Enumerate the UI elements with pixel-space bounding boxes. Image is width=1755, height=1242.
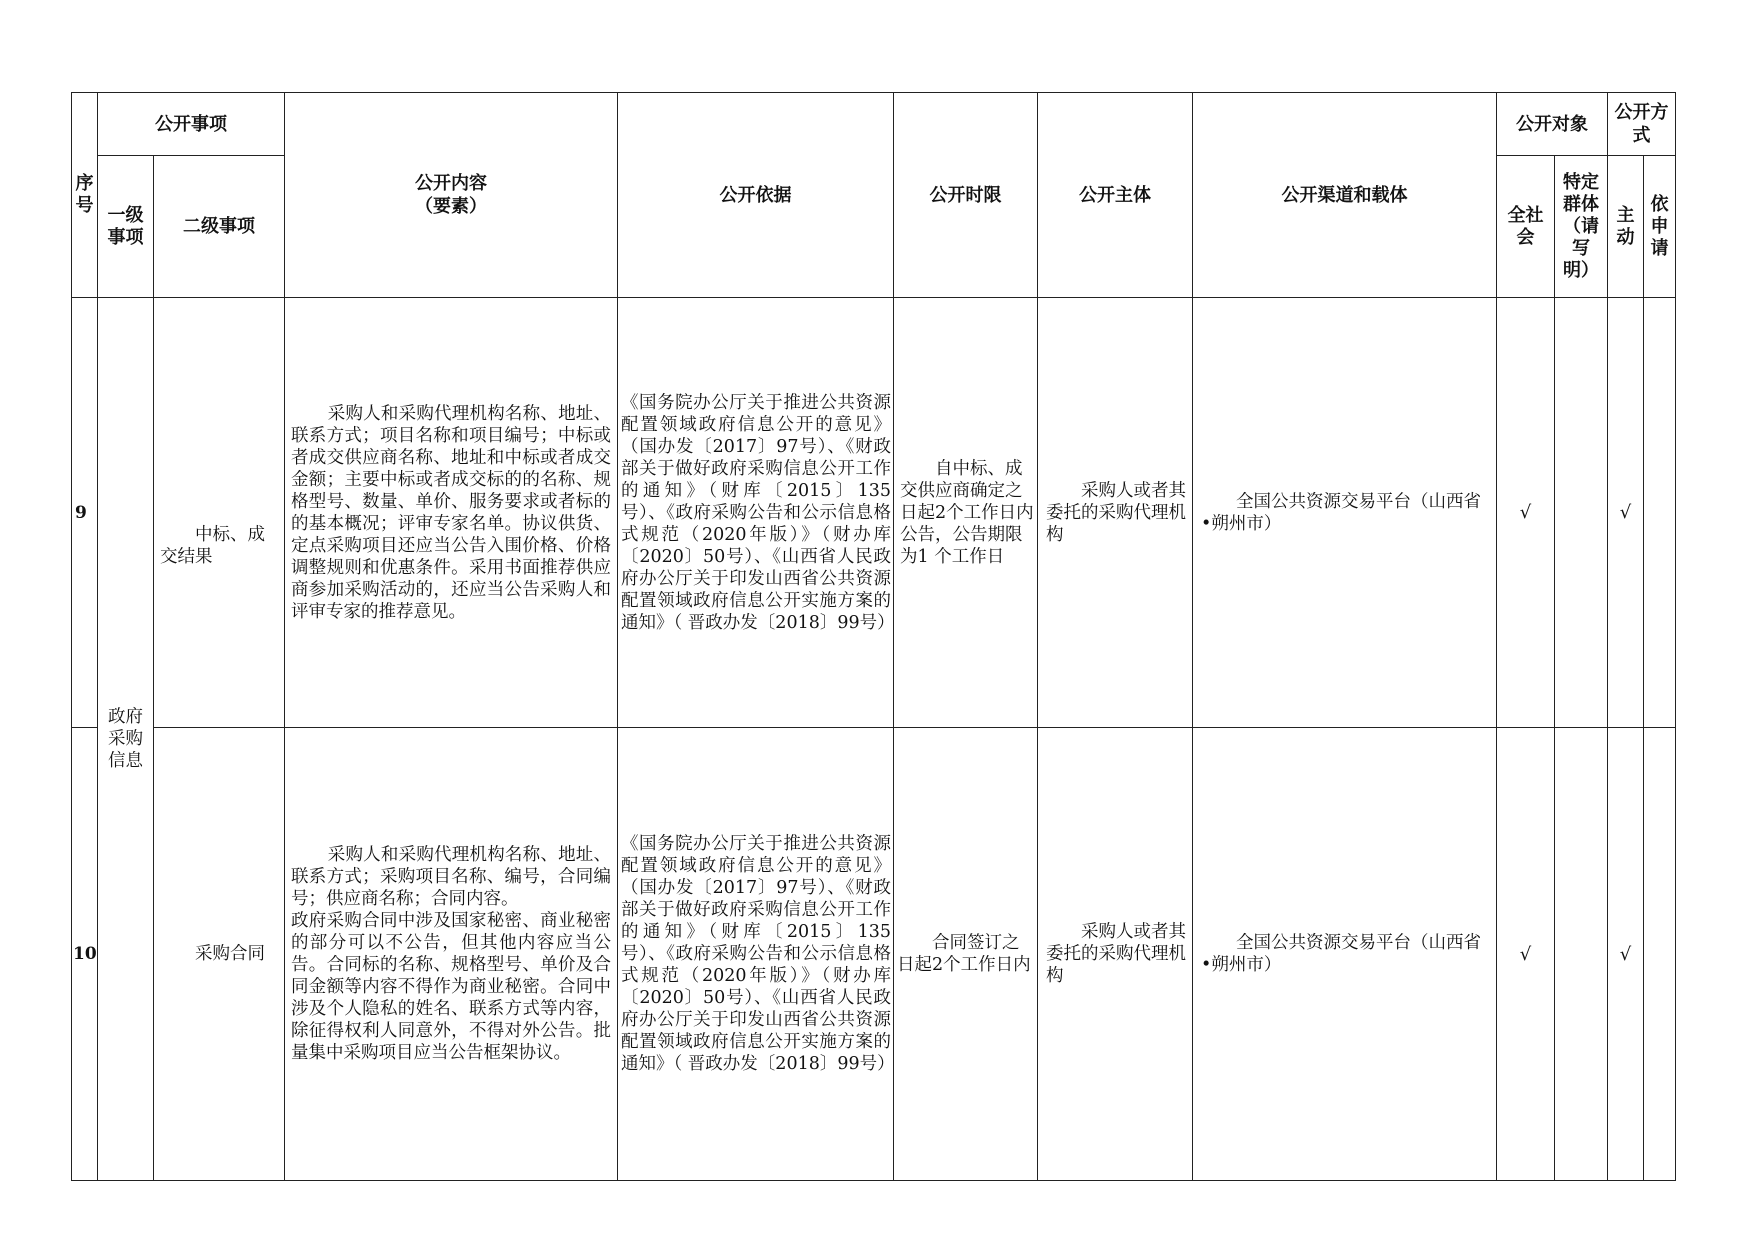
basis-cell [618,728,894,1181]
header-row-1 [72,93,1676,156]
level2-cell [154,298,285,728]
level1-cell [98,298,154,1181]
header-method-active [1608,156,1644,298]
disclosure-table [71,92,1676,1181]
header-level2 [154,156,285,298]
method-request-check [1644,728,1676,1181]
header-channel [1193,93,1497,298]
header-item [98,93,285,156]
content-cell [285,298,618,728]
period-cell [894,728,1038,1181]
header-content-subtitle: （要素） [415,196,487,217]
header-subject-label: 公开主体 [1079,184,1151,206]
header-item-label: 公开事项 [155,113,227,135]
header-method-request-label: 依申请 [1650,193,1669,259]
period-text: 自中标、成交供应商确定之日起2个工作日内公告，公告期限为1 个工作日 [900,458,1034,567]
target-specific-check [1555,728,1608,1181]
content-cell [285,728,618,1181]
channel-text: 全国公共资源交易平台（山西省 •朔州市） [1201,491,1481,534]
header-content-title: 公开内容 [415,173,487,194]
target-all-check: √ [1497,298,1555,728]
basis-text: 《国务院办公厅关于推进公共资源配置领域政府信息公开的意见》（国办发〔2017〕97号）、《财政部关于做好政府采购信息公开工作的通知》（财库〔2015〕135号）、《政府采购公告和公示信息格式规范（2020年版）》（财办库〔2020〕50号）、《山西省人民政府办公厅关于印发山西省公共资源配置领域政府信息公开实施方案的通知》（ 晋政办发〔2018〕99号） [621,834,895,1074]
channel-cell [1193,298,1497,728]
header-method [1608,93,1676,156]
content-text-p2: 政府采购合同中涉及国家秘密、商业秘密的部分可以不公告，但其他内容应当公告。合同标的名称、规格型号、单价及合同金额等内容不得作为商业秘密。合同中涉及个人隐私的姓名、联系方式等内容，除征得权利人同意外，不得对外公告。批量集中采购项目应当公告框架协议。 [291,911,611,1063]
level2-value: 中标、成交结果 [160,525,265,567]
period-cell [894,298,1038,728]
header-basis-label: 公开依据 [719,184,792,206]
target-specific-check [1555,298,1608,728]
channel-cell [1193,728,1497,1181]
table-row [72,728,1676,1181]
header-level2-label: 二级事项 [183,216,255,237]
header-target-label: 公开对象 [1516,113,1588,135]
basis-cell [618,298,894,728]
basis-text: 《国务院办公厅关于推进公共资源配置领域政府信息公开的意见》（国办发〔2017〕97号）、《财政部关于做好政府采购信息公开工作的通知》（财库〔2015〕135号）、《政府采购公告和公示信息格式规范（2020年版）》（财办库〔2020〕50号）、《山西省人民政府办公厅关于印发山西省公共资源配置领域政府信息公开实施方案的通知》（ 晋政办发〔2018〕99号） [621,392,895,633]
level2-cell [154,728,285,1181]
row-seq: 10 [72,728,98,1181]
header-seq-label: 序号 [75,173,94,216]
header-target-all-label: 全社会 [1507,204,1544,248]
header-content [285,93,618,298]
header-target-specific-label: 特定群体（请写明） [1563,171,1599,281]
header-level1-label: 一级事项 [107,204,144,248]
header-method-active-label: 主动 [1616,204,1635,248]
header-target-all [1497,156,1555,298]
header-method-request [1644,156,1676,298]
header-level1 [98,156,154,298]
method-request-check [1644,298,1676,728]
content-text-p1: 采购人和采购代理机构名称、地址、联系方式；采购项目名称、编号，合同编号；供应商名称；合同内容。 [291,845,611,909]
subject-text: 采购人或者其委托的采购代理机构 [1046,922,1186,986]
content-text: 采购人和采购代理机构名称、地址、联系方式；项目名称和项目编号；中标或者成交供应商名称、地址和中标或者成交金额；主要中标或者成交标的的名称、规格型号、数量、单价、服务要求或者标的的基本概况；评审专家名单。协议供货、定点采购项目还应当公告入围价格、价格调整规则和优惠条件。采用书面推荐供应商参加采购活动的，还应当公告采购人和评审专家的推荐意见。 [291,403,611,622]
header-method-label: 公开方式 [1614,102,1669,146]
header-channel-label: 公开渠道和载体 [1281,184,1408,206]
row-seq: 9 [72,298,98,728]
subject-cell [1038,728,1193,1181]
channel-text: 全国公共资源交易平台（山西省 •朔州市） [1201,933,1481,975]
header-subject [1038,93,1193,298]
header-basis [618,93,894,298]
header-target-specific [1555,156,1608,298]
target-all-check: √ [1497,728,1555,1181]
period-text: 合同签订之日起2个工作日内 [897,933,1031,975]
header-period [894,93,1038,298]
level1-value: 政府采购信息 [108,707,143,771]
subject-text: 采购人或者其委托的采购代理机构 [1046,480,1186,545]
method-active-check: √ [1608,298,1644,728]
header-seq [72,93,98,298]
method-active-check: √ [1608,728,1644,1181]
header-period-label: 公开时限 [929,184,1002,206]
table-row [72,298,1676,728]
header-target [1497,93,1608,156]
level2-value: 采购合同 [195,944,265,964]
subject-cell [1038,298,1193,728]
